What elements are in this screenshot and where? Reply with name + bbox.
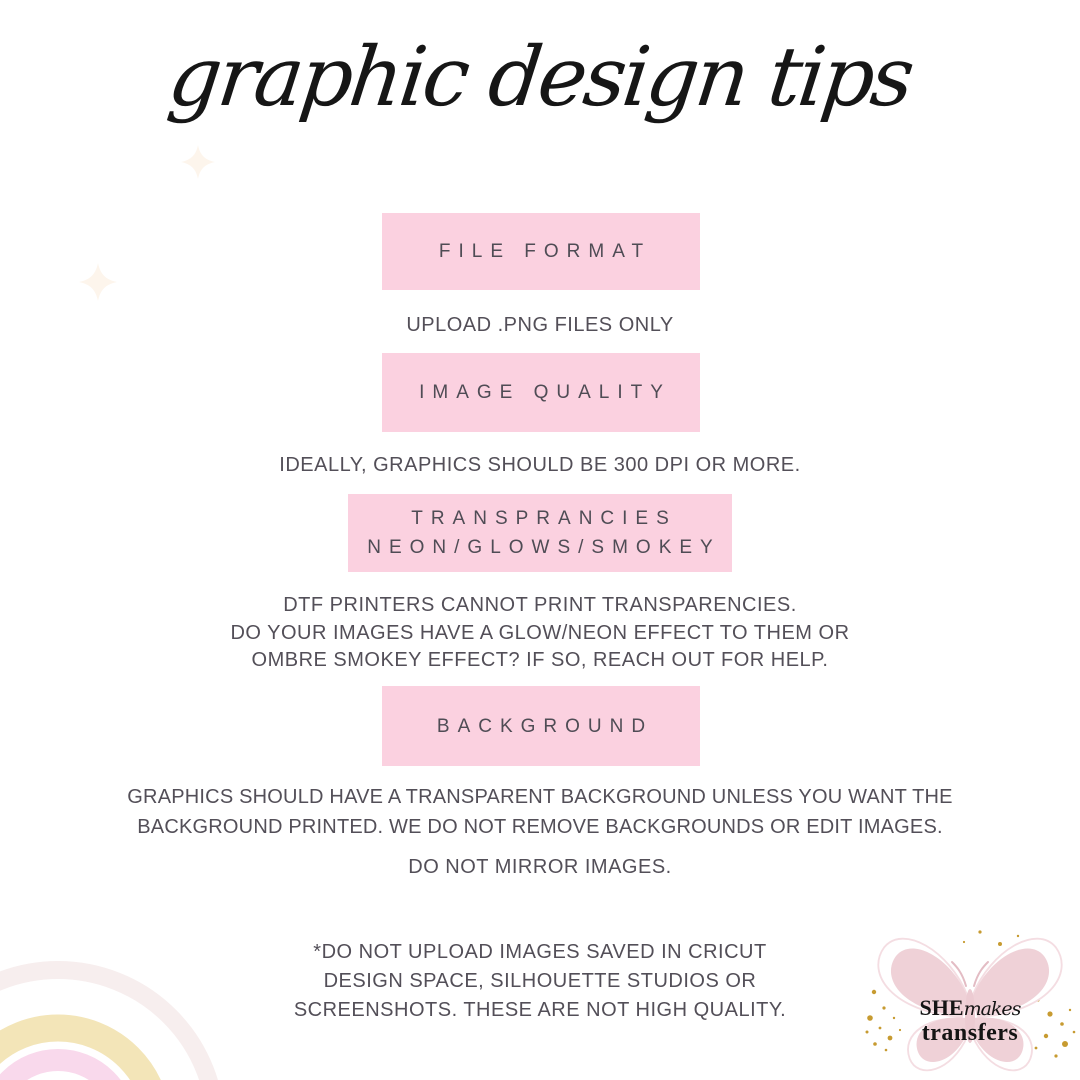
body-line: OMBRE SMOKEY EFFECT? IF SO, REACH OUT FOR HELP. <box>251 649 829 671</box>
brand-caps: SHE <box>919 995 964 1020</box>
brand-logo <box>860 920 1080 1080</box>
footnote-line: DESIGN SPACE, SILHOUETTE STUDIOS OR <box>323 970 757 992</box>
heading-text: NEON/GLOWS/SMOKEY <box>367 537 721 558</box>
brand-word: transfers <box>921 1020 1019 1046</box>
footnote-line: SCREENSHOTS. THESE ARE NOT HIGH QUALITY. <box>293 999 787 1021</box>
page-title: graphic design tips <box>163 30 917 125</box>
heading-text: TRANSPRANCIES <box>411 508 677 529</box>
body-line: DO NOT MIRROR IMAGES. <box>408 856 672 878</box>
body-line: BACKGROUND PRINTED. WE DO NOT REMOVE BACKGROUNDS OR EDIT IMAGES. <box>137 816 943 838</box>
mirror-note <box>0 854 1080 881</box>
section-body-transparencies <box>0 592 1080 675</box>
section-body-background <box>0 782 1080 842</box>
body-line: IDEALLY, GRAPHICS SHOULD BE 300 DPI OR MORE. <box>279 454 801 476</box>
section-heading-image-quality <box>382 353 700 432</box>
heading-text: BACKGROUND <box>436 715 654 737</box>
section-heading-transparencies <box>348 494 732 572</box>
sparkle-icon <box>79 263 117 301</box>
brand-wordmark <box>860 996 1080 1047</box>
section-body-file-format <box>0 312 1080 339</box>
section-body-image-quality <box>0 452 1080 479</box>
sparkle-icon <box>181 145 215 179</box>
body-line: DTF PRINTERS CANNOT PRINT TRANSPARENCIES. <box>283 594 797 616</box>
footnote-line: *DO NOT UPLOAD IMAGES SAVED IN CRICUT <box>313 941 767 963</box>
body-line: UPLOAD .PNG FILES ONLY <box>406 314 674 336</box>
rainbow-decoration <box>0 920 220 1080</box>
section-heading-background <box>382 686 700 766</box>
body-line: DO YOUR IMAGES HAVE A GLOW/NEON EFFECT TO THEM OR <box>230 621 850 644</box>
body-line: GRAPHICS SHOULD HAVE A TRANSPARENT BACKGROUND UNLESS YOU WANT THE <box>127 786 953 808</box>
brand-script: makes <box>963 998 1021 1020</box>
section-heading-file-format <box>382 213 700 290</box>
heading-text: FILE FORMAT <box>438 241 652 262</box>
heading-text: IMAGE QUALITY <box>419 382 671 403</box>
